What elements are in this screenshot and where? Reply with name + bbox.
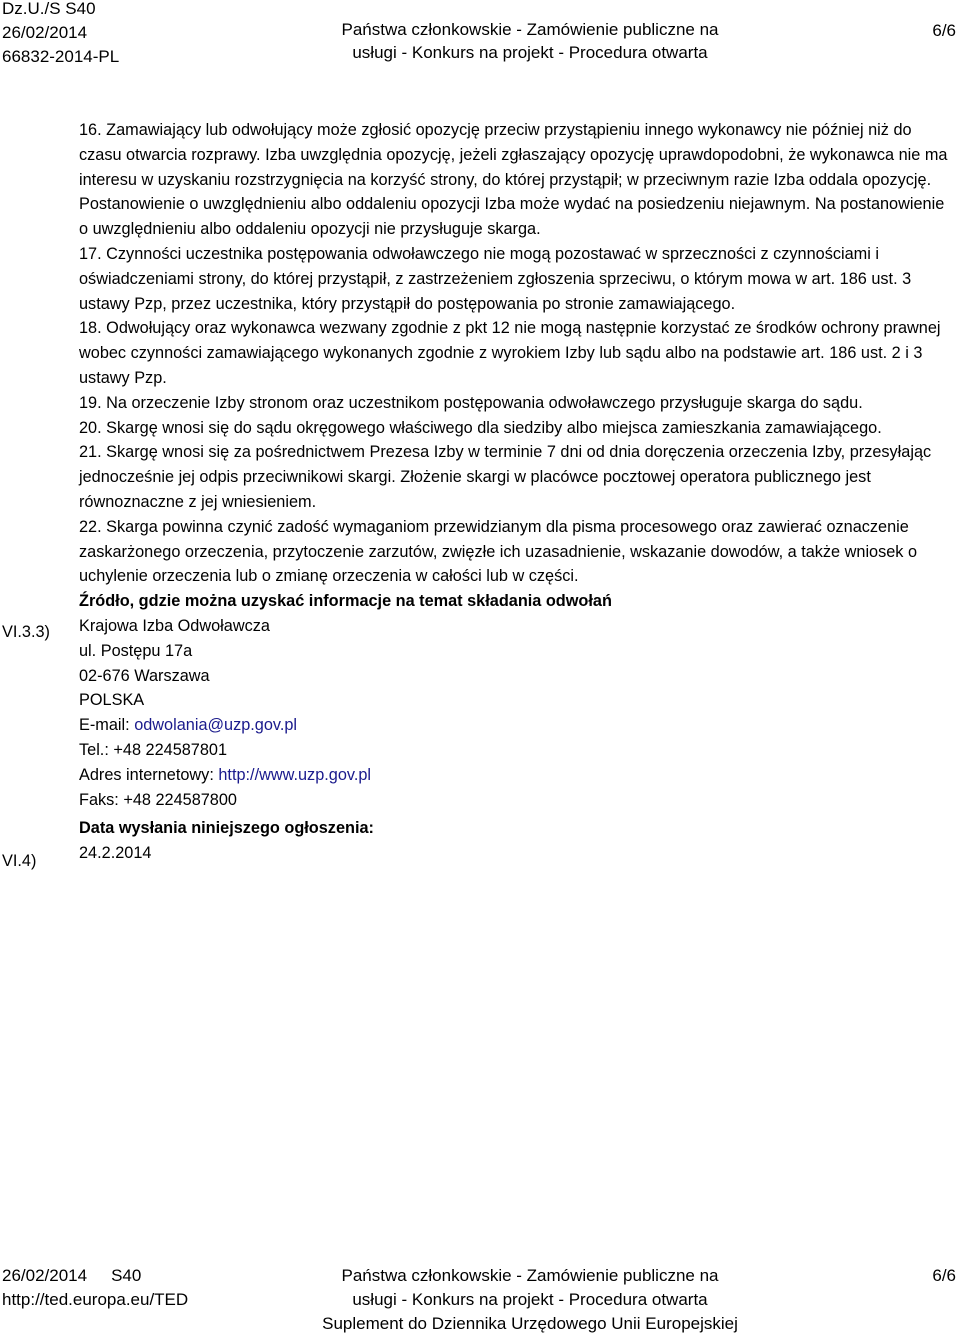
footer-title: [280, 1264, 780, 1336]
paragraph-22: 22. Skarga powinna czynić zadość wymaganiom przewidzianym dla pisma procesowego oraz zawierać oznaczenie zaskarżonego orzeczenia, przytoczenie zarzutów, zwięzłe ich uzasadnienie, wskazanie dowodów, a także wniosek o uchylenie orzeczenia lub o zmianę orzeczenia w całości lub w części.: [79, 517, 918, 586]
footer-title-line2: usługi - Konkurs na projekt - Procedura otwarta: [352, 1290, 708, 1309]
section-label-vi33: VI.3.3): [2, 623, 50, 641]
appeals-street: ul. Postępu 17a: [79, 641, 193, 660]
footer-title-line3: Suplement do Dziennika Urzędowego Unii Europejskiej: [322, 1314, 738, 1333]
footer-url: http://ted.europa.eu/TED: [2, 1290, 189, 1309]
journal-ref: Dz.U./S S40: [2, 0, 96, 18]
paragraph-21: 21. Skargę wnosi się za pośrednictwem Prezesa Izby w terminie 7 dni od dnia doręczenia orzeczenia Izby, przesyłając jednocześnie jej odpis przeciwnikowi skargi. Złożenie skargi w placówce pocztowej operatora publicznego jest równoznaczne z jej wniesieniem.: [79, 443, 932, 511]
dispatch-date: 24.2.2014: [79, 844, 152, 863]
appeals-email-row: [79, 713, 957, 738]
paragraph-16: 16. Zamawiający lub odwołujący może zgłosić opozycję przeciw przystąpieniu innego wykonawcy nie później niż do czasu otwarcia rozprawy. Izba uwzględnia opozycję, jeżeli zgłaszający opozycję uprawdopodobni, że wykonawca nie ma interesu w uzyskaniu rozstrzygnięcia na korzyść strony, do której przystąpił; w przeciwnym razie Izba oddala opozycję. Postanowienie o uwzględnieniu albo oddaleniu opozycji Izba może wydać na posiedzeniu niejawnym. Na postanowienie o uwzględnieniu albo oddaleniu opozycji nie przysługuje skarga.: [79, 121, 948, 239]
footer-date-row: [2, 1264, 188, 1288]
notice-id: 66832-2014-PL: [2, 47, 120, 66]
header-title-line1: Państwa członkowskie - Zamówienie publiczne na: [341, 20, 719, 39]
paragraph-20: 20. Skargę wnosi się do sądu okręgowego właściwego dla siedziby albo miejsca zamieszkania zamawiającego.: [79, 418, 882, 437]
header-title-line2: usługi - Konkurs na projekt - Procedura otwarta: [352, 43, 708, 62]
appeals-fax: Faks: +48 224587800: [79, 790, 237, 809]
appeals-tel: Tel.: +48 224587801: [79, 740, 228, 759]
paragraph-17: 17. Czynności uczestnika postępowania odwoławczego nie mogą pozostawać w sprzeczności z czynnościami i oświadczeniami strony, do której przystąpił, z zastrzeżeniem zgłoszenia sprzeciwu, o którym mowa w art. 186 ust. 3 ustawy Pzp, przez uczestnika, który przystąpił do postępowania po stronie zamawiającego.: [79, 244, 912, 313]
email-link[interactable]: odwolania@uzp.gov.pl: [134, 716, 298, 735]
footer-date: 26/02/2014: [2, 1266, 88, 1285]
footer-title-line1: Państwa członkowskie - Zamówienie publiczne na: [341, 1266, 719, 1285]
footer-series: S40: [111, 1266, 142, 1285]
paragraph-18: 18. Odwołujący oraz wykonawca wezwany zgodnie z pkt 12 nie mogą następnie korzystać ze środków ochrony prawnej wobec czynności zamawiającego wykonanych zgodnie z wyrokiem Izby lub sądu albo na podstawie art. 186 ust. 2 i 3 ustawy Pzp.: [79, 319, 941, 387]
header-left: [2, 0, 252, 69]
appeals-info-title: Źródło, gdzie można uzyskać informacje na temat składania odwołań: [79, 592, 612, 611]
web-label: Adres internetowy:: [79, 765, 219, 784]
footer-left: [2, 1264, 188, 1312]
paragraph-19: 19. Na orzeczenie Izby stronom oraz uczestnikom postępowania odwoławczego przysługuje skarga do sądu.: [79, 393, 863, 412]
notice-body: [79, 118, 957, 866]
web-link[interactable]: http://www.uzp.gov.pl: [218, 765, 372, 784]
appeals-org: Krajowa Izba Odwoławcza: [79, 616, 270, 635]
appeals-web-row: [79, 763, 957, 788]
footer-page-number: 6/6: [932, 1266, 956, 1285]
appeals-country: POLSKA: [79, 691, 145, 710]
section-label-vi4: VI.4): [2, 852, 37, 870]
header-page-number: 6/6: [932, 21, 956, 40]
header-date: 26/02/2014: [2, 23, 88, 42]
appeals-city: 02-676 Warszawa: [79, 666, 210, 685]
dispatch-date-title: Data wysłania niniejszego ogłoszenia:: [79, 819, 374, 838]
email-label: E-mail:: [79, 716, 135, 735]
